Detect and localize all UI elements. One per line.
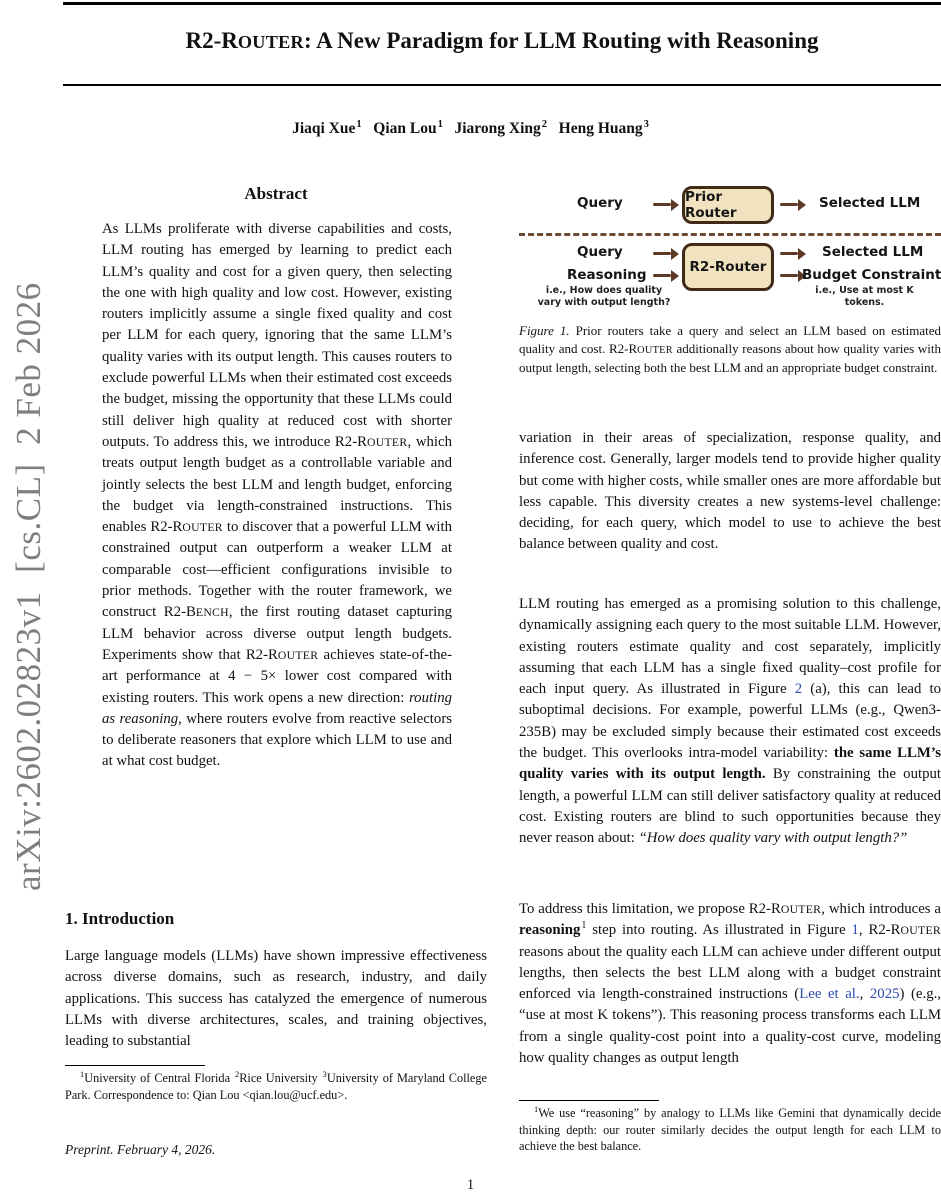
figure-1-link[interactable]: 1 — [851, 922, 859, 939]
text-segment: We use “reasoning” by analogy to LLMs like Gemini that dynamically decide thinking depth: our router similarly decides the output length for each LLM to achieve the best balance. — [519, 1106, 941, 1154]
budget-constraint-label: Budget Constraint — [802, 267, 941, 283]
figure-divider — [519, 233, 941, 236]
text-segment: additionally reasons about how quality varies with output length, selecting both the best LLM and an appropriate budget constraint. — [519, 340, 941, 376]
budget-note-line1: i.e., Use at most K — [815, 285, 914, 296]
arrow-right-icon — [780, 252, 798, 255]
prior-router-box: Prior Router — [682, 186, 774, 224]
text-segment: 1 — [581, 920, 587, 932]
text-segment: To address this limitation, we propose R2-R — [519, 901, 781, 917]
arrow-right-icon — [653, 252, 671, 255]
text-segment: ) (e.g., “use at most K tokens”). This reasoning process transforms each LLM from a single quality-cost point into a quality-cost curve, modeling how quality changes as output length — [519, 986, 941, 1067]
text-segment: OUTER — [367, 435, 408, 449]
text-segment: 1 — [80, 1069, 85, 1079]
figure-1-diagram — [519, 184, 941, 320]
text-segment: the same LLM’s quality varies with its output length. — [519, 745, 941, 783]
arxiv-watermark: arXiv:2602.02823v1 [cs.CL] 2 Feb 2026 — [9, 282, 48, 892]
page-number: 1 — [466, 1177, 475, 1193]
text-segment: ENCH — [195, 606, 229, 620]
figure-1-caption — [519, 322, 941, 377]
text-segment: reasons about the quality each LLM can achieve under different output lengths, then selects the best LLM along with a budget constraint enforced via length-constrained instructions ( — [519, 943, 941, 1003]
text-segment: Jiarong Xing — [454, 120, 541, 137]
text-segment: 1 — [534, 1104, 539, 1114]
text-segment: “How does quality vary with output length?” — [638, 830, 908, 847]
introduction-text — [65, 946, 487, 1052]
reasoning-note — [524, 285, 684, 308]
text-segment: Rice University — [239, 1071, 322, 1085]
title-rule — [63, 84, 941, 86]
text-segment: OUTER — [780, 903, 822, 916]
fig-query-top-label: Query — [577, 195, 623, 211]
text-segment: As LLMs proliferate with diverse capabilities and costs, LLM routing has emerged by learning to predict each LLM’s quality and cost for a given query, then selecting the one with high quality and low cost. However, existing routers implicitly assume a single fixed quality and cost per LLM for each query, ignoring that the same LLM’s quality varies with its output length. This causes routers to exclude powerful LLMs when their estimated cost exceeds the budget, missing the opportunity that these LLMs could still deliver high quality at reduced cost with shorter outputs. To address this, we introduce R2-R — [102, 221, 452, 450]
reasoning-note-line2: vary with output length? — [537, 296, 671, 308]
text-segment: OUTER — [637, 344, 673, 356]
selected-llm-bottom-label: Selected LLM — [822, 244, 924, 260]
affiliation-footnote — [65, 1070, 487, 1103]
text-segment — [362, 120, 374, 137]
text-segment: Figure 1. — [519, 323, 570, 338]
budget-note-line2: tokens. — [844, 296, 885, 308]
text-segment: Large language models (LLMs) have shown impressive effectiveness across diverse domains, such as research, industry, and daily applications. This success has catalyzed the emergence of numerous LLMs with diverse architectures, scales, and training objectives, leading to substantial — [65, 948, 487, 1050]
text-segment: 2 — [235, 1069, 240, 1079]
text-segment: LLM routing has emerged as a promising solution to this challenge, dynamically assigning each query to the most suitable LLM. However, existing routers estimate quality and cost separately, implicitly assuming that each LLM has a single fixed quality–cost profile for each input query. As illustrated in Figure — [519, 596, 941, 698]
abstract-heading: Abstract — [244, 184, 308, 203]
text-segment: Heng Huang — [558, 120, 643, 137]
text-segment: University of Maryland College Park. Correspondence to: Qian Lou <qian.lou@ucf.edu>. — [65, 1071, 488, 1102]
budget-note — [802, 285, 927, 308]
abstract-text — [102, 219, 452, 773]
text-segment: 1 — [437, 118, 443, 130]
body-paragraph-3 — [519, 899, 941, 1069]
arrow-right-icon — [653, 274, 671, 277]
title-smallcaps: OUTER — [237, 32, 304, 52]
text-segment: step into routing. As illustrated in Figure — [586, 922, 852, 939]
fig-query-bottom-label: Query — [577, 244, 623, 260]
footnote-rule-right — [519, 1100, 659, 1101]
citation-link[interactable]: Lee et al. — [799, 986, 860, 1003]
top-rule — [63, 2, 941, 5]
text-segment: , which treats output length budget as a controllable variable and jointly selects the best LLM and length budget, enforcing the budget via length-constrained instructions. This enables R2-R — [102, 433, 453, 536]
text-segment: By constraining the output length, a powerful LLM can still deliver satisfactory quality at reduced cost. Existing routers are blind to such opportunities because they never reason about: — [519, 766, 941, 847]
text-segment: Prior routers take a query and select an LLM based on estimated quality and cost. R2-R — [519, 323, 941, 356]
title-prefix: R2-R — [185, 28, 238, 53]
introduction-heading: 1. Introduction — [65, 909, 175, 928]
reasoning-label: Reasoning — [567, 267, 647, 283]
body-paragraph-2 — [519, 594, 941, 850]
body-paragraph-1 — [519, 428, 941, 556]
selected-llm-top-label: Selected LLM — [819, 195, 921, 211]
text-segment: , the first routing dataset capturing LLM behavior across diverse output length budgets. Experiments show that R2-R — [102, 604, 452, 663]
text-segment: 2 — [541, 118, 548, 130]
arrow-right-icon — [653, 203, 671, 206]
text-segment: reasoning — [519, 922, 581, 939]
text-segment: , which introduces a — [821, 901, 941, 917]
reasoning-footnote — [519, 1105, 941, 1155]
text-segment: (a), this can lead to suboptimal decisions. For example, powerful LLMs (e.g., Qwen3-235B) may be excluded simply because their estimated cost exceeds the budget. This overlooks intra-model variability: — [519, 681, 941, 762]
text-segment: 3 — [322, 1069, 327, 1079]
text-segment — [443, 120, 455, 137]
title-rest: : A New Paradigm for LLM Routing with Reasoning — [303, 28, 819, 53]
text-segment: routing as reasoning — [102, 689, 452, 727]
text-segment: University of Central Florida — [84, 1071, 235, 1085]
authors-line — [0, 120, 941, 138]
reasoning-note-line1: i.e., How does quality — [545, 285, 663, 296]
citation-year-link[interactable]: 2025 — [869, 986, 900, 1003]
text-segment — [547, 120, 559, 137]
text-segment: Qian Lou — [373, 120, 437, 137]
text-segment: , R2-R — [858, 922, 901, 939]
r2-router-box: R2-Router — [682, 243, 774, 291]
arrow-right-icon — [780, 274, 798, 277]
text-segment: 3 — [643, 118, 649, 130]
preprint-note: Preprint. February 4, 2026. — [65, 1142, 216, 1157]
text-segment: to discover that a powerful LLM with constrained output can outperform a weaker LLM at comparable cost—efficient configurations invisible to prior methods. Together with the router framework, we construct R2-B — [102, 519, 452, 621]
text-segment: , — [859, 986, 870, 1003]
text-segment: variation in their areas of specialization, response quality, and inference cost. Generally, larger models tend to provide higher quality but come with higher costs, while smaller ones are more affordable but less capable. This diversity creates a new systems-level challenge: deciding, for each query, which model to use to achieve the best balance between quality and cost. — [519, 430, 941, 553]
text-segment: OUTER — [900, 924, 941, 938]
text-segment: , where routers evolve from reactive selectors to deliberate reasoners that explore which LLM to use and at what cost budget. — [102, 710, 453, 770]
text-segment: OUTER — [182, 521, 223, 535]
text-segment: achieves state-of-the-art performance at 4 − 5× lower cost compared with existing routers. This work opens a new direction: — [102, 646, 452, 706]
arrow-right-icon — [780, 203, 798, 206]
text-segment: OUTER — [277, 648, 319, 662]
figure-2-link[interactable]: 2 — [794, 681, 803, 698]
text-segment: 1 — [356, 118, 362, 130]
paper-title — [63, 28, 941, 54]
text-segment: Jiaqi Xue — [292, 120, 356, 137]
footnote-rule-left — [65, 1065, 205, 1066]
